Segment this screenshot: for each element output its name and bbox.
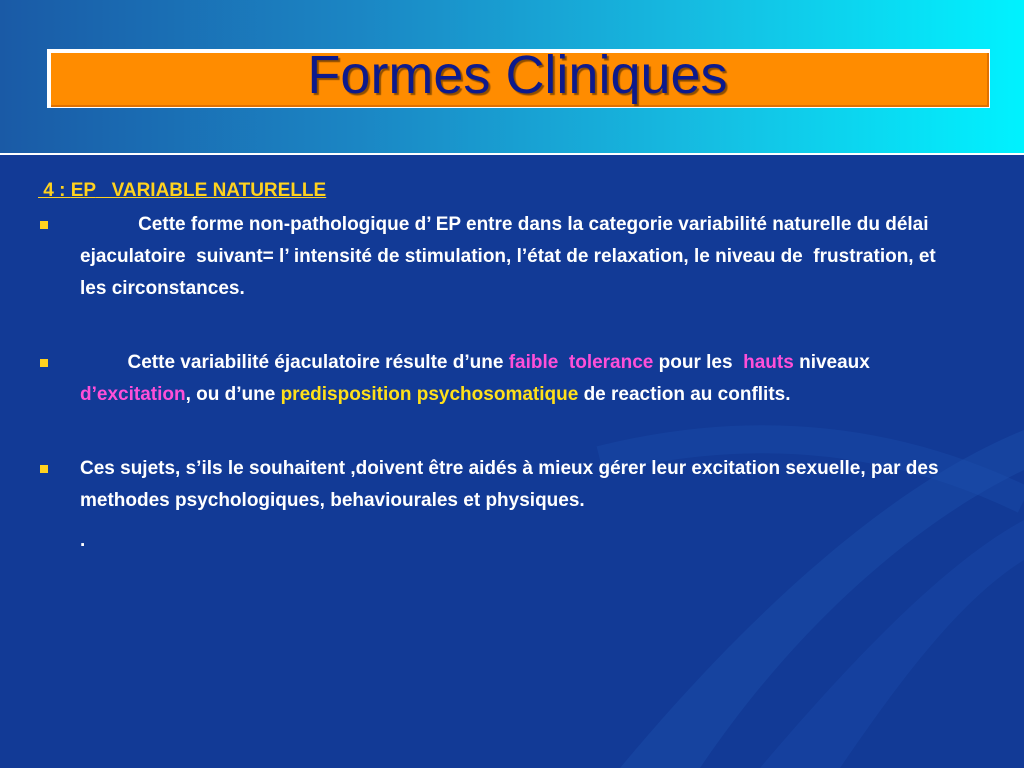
bullet-text: Cette forme non-pathologique d’ EP entre dans la categorie variabilité naturelle du délai ejaculatoire suivant= l’ intensité de stimulation, l’état de relaxation, le niveau de frustration, et les circonstances. (80, 214, 942, 299)
subheading (38, 175, 956, 207)
slide-body (36, 175, 956, 557)
trailing-dot: . (80, 530, 86, 551)
bullet-text-part: niveaux (793, 352, 870, 373)
highlight-hauts: hauts (743, 352, 794, 373)
highlight-faible-tolerance: faible tolerance (508, 352, 654, 373)
bullet-marker (40, 359, 48, 367)
bullet-marker (40, 465, 48, 473)
bullet-item (36, 347, 956, 411)
bullet-text: Ces sujets, s’ils le souhaitent ,doivent être aidés à mieux gérer leur excitation sexuelle, par des methodes psychologiques, behaviourales et physiques. (80, 458, 939, 511)
bullet-item (36, 453, 956, 517)
subheading-prefix: 4 : (38, 180, 71, 201)
bullet-text-part: de reaction au conflits. (578, 384, 791, 405)
bullet-text-part: pour les (653, 352, 744, 373)
bullet-item (36, 209, 956, 305)
bullet-marker (40, 221, 48, 229)
highlight-excitation: d’excitation (80, 384, 186, 405)
header-divider (0, 153, 1024, 155)
subheading-ep: EP (70, 180, 96, 201)
bullet-text-part: , ou d’une (185, 384, 281, 405)
bullet-text-part: Cette variabilité éjaculatoire résulte d’une (80, 352, 509, 373)
highlight-predisposition: predisposition psychosomatique (280, 384, 579, 405)
subheading-rest: VARIABLE NATURELLE (95, 180, 327, 201)
slide-title: Formes Cliniques (307, 45, 728, 105)
